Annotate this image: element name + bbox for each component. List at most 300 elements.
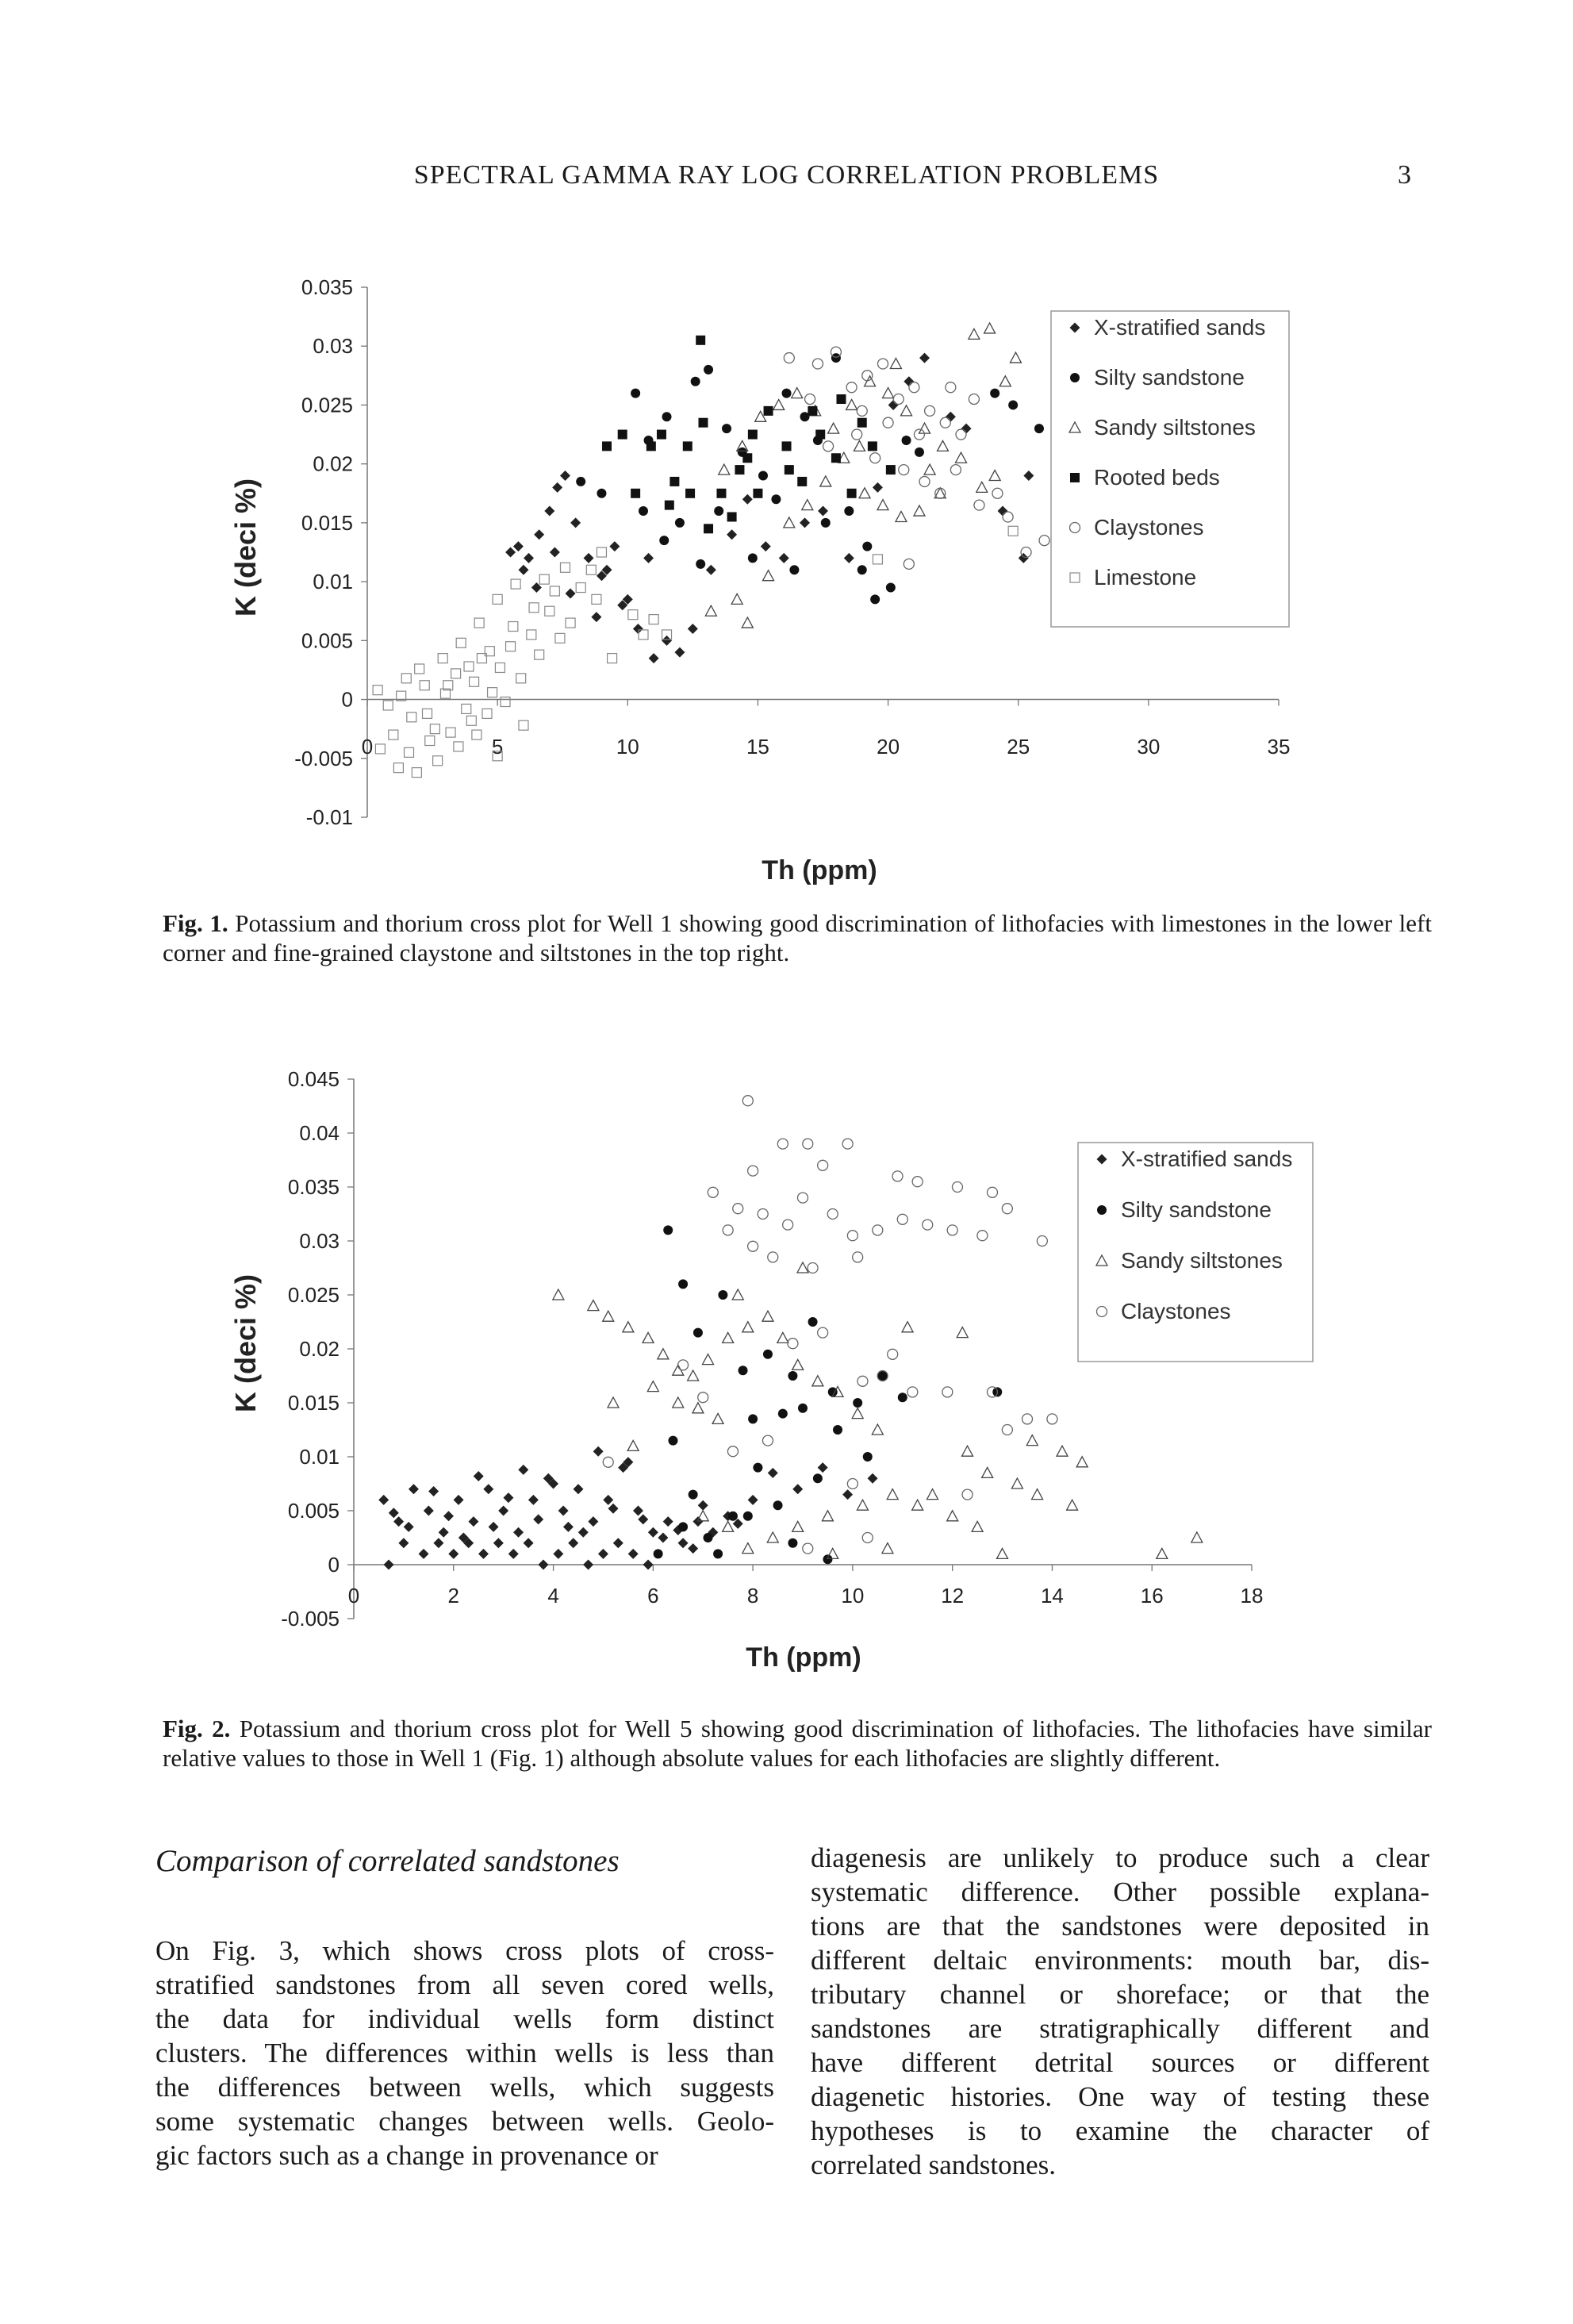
data-point <box>877 500 888 510</box>
data-point <box>706 565 716 575</box>
data-point <box>708 1187 718 1197</box>
data-point <box>846 399 857 409</box>
data-point <box>389 730 398 739</box>
data-point <box>788 1339 798 1349</box>
data-point <box>470 677 479 686</box>
data-point <box>1010 352 1021 363</box>
data-point <box>662 412 672 421</box>
data-point <box>698 1392 708 1403</box>
x-tick-label: 8 <box>746 1584 759 1608</box>
data-point <box>779 553 789 563</box>
data-point <box>407 713 416 722</box>
data-point <box>628 1549 639 1559</box>
data-point <box>758 1209 768 1220</box>
data-point <box>792 388 803 398</box>
data-point <box>984 323 996 333</box>
y-tick-label: 0 <box>341 687 353 712</box>
data-point <box>727 529 737 540</box>
series-silty-sandstone <box>654 1225 1003 1564</box>
data-point <box>423 709 432 718</box>
data-point <box>1022 1414 1033 1424</box>
data-point <box>688 1370 699 1381</box>
data-point <box>782 441 792 451</box>
body-text-line: diagenetic histories. One way of testing these <box>811 2081 1429 2112</box>
data-point <box>987 1187 997 1197</box>
data-point <box>415 664 424 674</box>
data-point <box>719 464 730 474</box>
legend-label: Silty sandstone <box>1121 1197 1272 1222</box>
figure-1-chart <box>0 262 1573 936</box>
body-text-line: systematic difference. Other possible explana- <box>811 1876 1429 1907</box>
data-point <box>474 618 484 628</box>
x-tick-label: 0 <box>361 735 374 759</box>
data-point <box>797 477 807 486</box>
y-tick-label: 0.005 <box>287 1499 340 1523</box>
data-point <box>956 429 966 440</box>
data-point <box>597 547 606 557</box>
data-point <box>1076 1457 1088 1467</box>
y-tick-label: -0.005 <box>294 746 353 770</box>
data-point <box>868 441 877 451</box>
legend-label: Rooted beds <box>1094 465 1220 490</box>
y-tick-label: 0.005 <box>301 628 353 653</box>
data-point <box>443 1511 454 1521</box>
section-heading: Comparison of correlated sandstones <box>155 1844 620 1878</box>
y-tick-label: 0.01 <box>299 1445 340 1469</box>
data-point <box>658 1349 669 1359</box>
data-point <box>454 1495 464 1505</box>
data-point <box>853 1252 863 1262</box>
data-point <box>742 1543 754 1554</box>
data-point <box>732 1289 743 1300</box>
data-point <box>873 555 882 564</box>
data-point <box>797 1262 808 1273</box>
data-point <box>961 424 972 434</box>
data-point <box>977 1231 988 1241</box>
data-point <box>919 423 930 433</box>
data-point <box>462 704 471 713</box>
data-point <box>539 574 549 584</box>
data-point <box>472 730 481 739</box>
data-point <box>812 1376 823 1386</box>
data-point <box>649 615 658 624</box>
data-point <box>430 724 439 734</box>
data-point <box>383 701 393 710</box>
data-point <box>742 617 753 628</box>
data-point <box>762 1435 773 1446</box>
data-point <box>823 1554 832 1564</box>
data-point <box>992 488 1003 498</box>
data-point <box>578 1527 589 1538</box>
data-point <box>393 1516 404 1527</box>
data-point <box>820 476 831 486</box>
data-point <box>950 465 961 475</box>
data-point <box>935 488 946 498</box>
data-point <box>598 1549 608 1559</box>
data-point <box>513 541 524 551</box>
data-point <box>603 1495 613 1505</box>
y-tick-label: 0.045 <box>287 1067 340 1091</box>
body-text-line: On Fig. 3, which shows cross plots of cross- <box>155 1935 774 1966</box>
data-point <box>518 1465 528 1475</box>
data-point <box>777 1332 788 1343</box>
data-point <box>915 448 924 457</box>
data-point <box>733 1204 743 1214</box>
data-point <box>550 586 559 596</box>
data-point <box>919 476 930 486</box>
x-tick-label: 20 <box>877 735 900 759</box>
y-tick-label: 0.03 <box>299 1229 340 1253</box>
data-point <box>919 353 930 363</box>
data-point <box>663 1225 673 1235</box>
data-point <box>688 624 698 634</box>
data-point <box>742 1322 754 1332</box>
data-point <box>398 1538 409 1548</box>
data-point <box>784 517 795 528</box>
legend-label: Limestone <box>1094 565 1197 590</box>
legend-marker <box>1070 473 1080 482</box>
data-point <box>1003 512 1013 522</box>
data-point <box>857 418 867 428</box>
data-point <box>727 512 737 521</box>
x-tick-label: 18 <box>1240 1584 1264 1608</box>
data-point <box>718 1290 727 1300</box>
data-point <box>792 1521 804 1531</box>
data-point <box>925 405 935 416</box>
data-point <box>873 482 883 493</box>
data-point <box>888 1349 898 1359</box>
data-point <box>722 424 731 433</box>
legend-label: Silty sandstone <box>1094 365 1245 390</box>
data-point <box>768 1468 778 1478</box>
data-point <box>946 412 956 422</box>
data-point <box>446 728 455 737</box>
data-point <box>847 1231 857 1241</box>
data-point <box>603 1457 613 1467</box>
data-point <box>489 1522 499 1532</box>
data-point <box>643 1332 654 1343</box>
data-point <box>907 1387 918 1397</box>
data-point <box>608 1397 619 1408</box>
y-tick-label: 0.02 <box>299 1337 340 1361</box>
legend-marker <box>1070 373 1080 382</box>
data-point <box>576 583 585 593</box>
x-tick-label: 25 <box>1007 735 1030 759</box>
data-point <box>439 1527 449 1538</box>
data-point <box>836 394 846 404</box>
data-point <box>854 440 865 451</box>
data-point <box>842 1139 853 1149</box>
data-point <box>643 1560 654 1570</box>
data-point <box>409 1484 419 1494</box>
data-point <box>846 382 857 393</box>
legend-label: Sandy siltstones <box>1094 415 1256 440</box>
data-point <box>631 389 640 398</box>
data-point <box>482 709 492 718</box>
data-point <box>808 406 817 416</box>
y-tick-label: 0.035 <box>287 1175 340 1199</box>
data-point <box>896 511 907 521</box>
data-point <box>647 1381 658 1392</box>
data-point <box>560 471 570 481</box>
body-text-line: tributary channel or shoreface; or that the <box>811 1979 1429 2010</box>
data-point <box>857 1500 868 1510</box>
data-point <box>805 394 815 405</box>
data-point <box>898 1392 907 1402</box>
data-point <box>668 1436 677 1446</box>
data-point <box>456 638 466 647</box>
series-x-stratified-sands <box>505 353 1034 664</box>
data-point <box>859 488 870 498</box>
data-point <box>428 1486 439 1496</box>
data-point <box>748 1414 758 1423</box>
y-axis-title: K (deci %) <box>229 1273 262 1413</box>
data-point <box>375 744 385 754</box>
data-point <box>924 464 935 474</box>
data-point <box>827 1209 838 1220</box>
series-sandy-siltstones <box>705 323 1021 628</box>
data-point <box>761 541 771 551</box>
x-tick-label: 10 <box>616 735 639 759</box>
data-point <box>1002 1425 1012 1435</box>
legend-label: X-stratified sands <box>1121 1147 1293 1171</box>
data-point <box>689 1490 698 1500</box>
data-point <box>946 382 956 393</box>
body-text-line: stratified sandstones from all seven cored wells, <box>155 1969 774 2000</box>
data-point <box>785 465 794 474</box>
data-point <box>534 529 544 540</box>
data-point <box>501 697 510 707</box>
data-point <box>909 382 919 393</box>
body-column-left <box>155 1934 774 2172</box>
data-point <box>782 389 792 398</box>
data-point <box>823 441 834 451</box>
data-point <box>618 430 627 440</box>
data-point <box>675 518 685 528</box>
data-point <box>982 1467 993 1477</box>
data-point <box>742 494 753 505</box>
data-point <box>1026 1435 1038 1446</box>
series-silty-sandstone <box>576 353 1065 604</box>
data-point <box>420 681 429 690</box>
data-point <box>857 565 867 574</box>
data-point <box>763 570 774 581</box>
data-point <box>493 1538 504 1548</box>
x-tick-label: 12 <box>941 1584 965 1608</box>
data-point <box>528 1495 539 1505</box>
body-text-line: tions are that the sandstones were deposited in <box>811 1911 1429 1942</box>
data-point <box>938 440 949 451</box>
data-point <box>574 1484 584 1494</box>
data-point <box>519 720 528 730</box>
body-text-line: clusters. The differences within wells is less than <box>155 2038 774 2069</box>
data-point <box>678 1538 689 1548</box>
data-point <box>658 1533 668 1543</box>
x-tick-label: 15 <box>746 735 769 759</box>
data-point <box>592 594 601 604</box>
data-point <box>1039 536 1049 546</box>
data-point <box>868 1473 878 1484</box>
data-point <box>673 1397 684 1408</box>
data-point <box>842 1489 853 1500</box>
data-point <box>912 1177 923 1187</box>
data-point <box>566 618 575 628</box>
data-point <box>691 377 700 386</box>
data-point <box>533 1514 543 1524</box>
data-point <box>723 1225 733 1235</box>
data-point <box>727 1446 738 1457</box>
data-point <box>524 553 534 563</box>
data-point <box>384 1560 394 1570</box>
data-point <box>698 418 708 428</box>
x-tick-label: 2 <box>447 1584 460 1608</box>
data-point <box>419 1549 429 1559</box>
data-point <box>990 389 999 398</box>
y-tick-label: 0.01 <box>313 570 353 594</box>
data-point <box>999 376 1011 386</box>
data-point <box>693 1516 703 1527</box>
data-point <box>969 394 979 405</box>
data-point <box>893 394 904 405</box>
data-point <box>584 553 594 563</box>
data-point <box>623 1322 634 1332</box>
data-point <box>822 1511 833 1521</box>
data-point <box>792 1484 803 1494</box>
data-point <box>962 1446 973 1456</box>
x-tick-label: 4 <box>547 1584 559 1608</box>
data-point <box>659 536 669 545</box>
x-axis-title: Th (ppm) <box>746 1642 861 1673</box>
data-point <box>778 1409 788 1419</box>
data-point <box>588 1300 599 1311</box>
data-point <box>748 1241 758 1251</box>
data-point <box>798 1193 808 1203</box>
data-point <box>870 594 880 604</box>
running-title: SPECTRAL GAMMA RAY LOG CORRELATION PROBLEMS <box>413 160 1160 190</box>
data-point <box>952 1182 962 1193</box>
data-point <box>498 1506 508 1516</box>
data-point <box>688 1543 698 1554</box>
data-point <box>763 1350 773 1359</box>
x-axis-title: Th (ppm) <box>762 855 877 885</box>
data-point <box>912 1500 923 1510</box>
data-point <box>657 430 666 440</box>
data-point <box>524 1538 534 1548</box>
data-point <box>818 1462 828 1473</box>
data-point <box>957 1327 968 1338</box>
data-point <box>942 1387 953 1397</box>
data-point <box>613 1538 623 1548</box>
data-point <box>739 1366 748 1375</box>
data-point <box>683 441 693 451</box>
figure-2-caption <box>163 1714 1432 1773</box>
data-point <box>513 1527 524 1538</box>
data-point <box>663 1516 673 1527</box>
data-point <box>798 1404 808 1413</box>
data-point <box>857 405 867 416</box>
data-point <box>976 482 988 492</box>
x-tick-label: 16 <box>1140 1584 1164 1608</box>
data-point <box>488 688 497 697</box>
data-point <box>813 1473 823 1483</box>
data-point <box>646 441 656 451</box>
body-text-line: different deltaic environments: mouth bar, dis- <box>811 1945 1429 1976</box>
data-point <box>716 489 726 498</box>
body-text-line: have different detrital sources or different <box>811 2047 1429 2078</box>
data-point <box>576 477 585 486</box>
data-point <box>1037 1236 1047 1247</box>
data-point <box>731 593 742 604</box>
y-tick-label: 0.025 <box>301 393 353 417</box>
data-point <box>583 1560 593 1570</box>
data-point <box>468 1516 478 1527</box>
data-point <box>483 1484 493 1494</box>
data-point <box>998 506 1008 517</box>
data-point <box>762 1311 773 1321</box>
data-point <box>631 489 640 498</box>
figure-1-caption <box>163 908 1432 967</box>
legend-marker <box>1097 1205 1107 1215</box>
data-point <box>425 736 435 746</box>
data-point <box>662 636 672 646</box>
data-point <box>768 1252 778 1262</box>
data-point <box>758 471 768 481</box>
data-point <box>508 1549 519 1559</box>
data-point <box>597 489 606 498</box>
data-point <box>438 654 447 663</box>
body-text-line: the data for individual wells form distinct <box>155 2003 774 2034</box>
data-point <box>555 633 565 643</box>
x-tick-label: 0 <box>347 1584 360 1608</box>
data-point <box>852 429 862 440</box>
data-point <box>844 553 854 563</box>
data-point <box>693 1403 704 1413</box>
data-point <box>627 1440 639 1450</box>
x-tick-label: 5 <box>491 735 504 759</box>
data-point <box>821 518 831 528</box>
data-point <box>405 747 414 757</box>
data-point <box>972 1521 983 1531</box>
data-point <box>1002 1204 1012 1214</box>
data-point <box>802 500 813 510</box>
series-limestone <box>373 526 1018 777</box>
data-point <box>831 353 841 363</box>
data-point <box>553 1289 564 1300</box>
figure-1-caption-text: Potassium and thorium cross plot for Well 1 showing good discrimination of lithofacies with limestones in the lower left corner and fine-grained claystone and siltstones in the top right. <box>163 909 1432 966</box>
data-point <box>940 417 950 428</box>
data-point <box>685 489 695 498</box>
data-point <box>833 1425 842 1435</box>
data-point <box>591 612 601 622</box>
y-tick-label: 0.02 <box>313 451 353 476</box>
data-point <box>401 674 411 683</box>
data-point <box>828 423 839 433</box>
data-point <box>771 494 781 504</box>
data-point <box>844 506 854 516</box>
data-point <box>969 328 980 339</box>
data-point <box>570 517 581 528</box>
data-point <box>1019 553 1029 563</box>
data-point <box>962 1489 973 1500</box>
data-point <box>1191 1532 1203 1542</box>
data-point <box>863 1452 873 1462</box>
data-point <box>1034 424 1044 433</box>
data-point <box>892 1171 903 1181</box>
figure-2-caption-label: Fig. 2. <box>163 1715 231 1742</box>
data-point <box>901 405 912 416</box>
data-point <box>558 1506 569 1516</box>
data-point <box>404 1522 414 1532</box>
